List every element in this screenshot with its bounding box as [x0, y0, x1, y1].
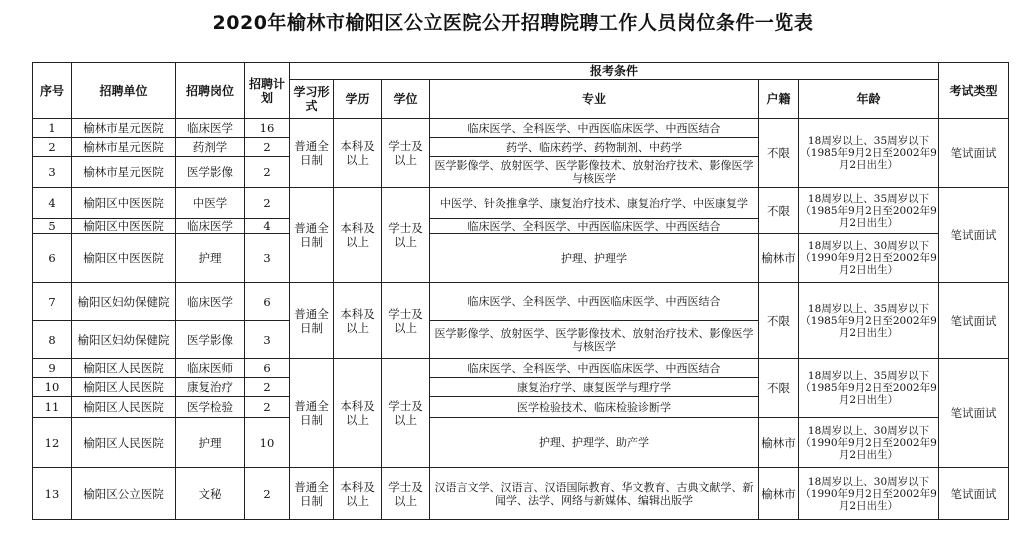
cell-education: 本科及以上 — [334, 359, 382, 468]
cell-plan: 6 — [245, 283, 290, 321]
cell-major: 临床医学、全科医学、中西医临床医学、中西医结合 — [430, 283, 759, 321]
cell-seq: 9 — [33, 359, 72, 378]
cell-seq: 10 — [33, 378, 72, 397]
cell-age: 18周岁以上、35周岁以下（1985年9月2日至2002年9月2日出生） — [799, 359, 939, 418]
cell-study-form: 普通全日制 — [290, 468, 334, 520]
cell-seq: 11 — [33, 397, 72, 418]
cell-post: 临床医学 — [176, 283, 245, 321]
cell-hukou: 榆林市 — [759, 418, 799, 468]
cell-major: 中医学、针灸推拿学、康复治疗技术、康复治疗学、中医康复学 — [430, 188, 759, 219]
cell-unit: 榆阳区人民医院 — [72, 378, 176, 397]
cell-age: 18周岁以上、30周岁以下（1990年9月2日至2002年9月2日出生） — [799, 234, 939, 283]
cell-education: 本科及以上 — [334, 188, 382, 283]
recruitment-table — [32, 62, 1009, 520]
cell-major: 护理、护理学 — [430, 234, 759, 283]
cell-post: 临床医学 — [176, 219, 245, 234]
cell-unit: 榆阳区妇幼保健院 — [72, 283, 176, 321]
page-title: 2020年榆林市榆阳区公立医院公开招聘院聘工作人员岗位条件一览表 — [212, 12, 814, 34]
cell-post: 康复治疗 — [176, 378, 245, 397]
cell-degree: 学士及以上 — [382, 359, 430, 468]
cell-hukou: 不限 — [759, 359, 799, 418]
cell-major: 临床医学、全科医学、中西医临床医学、中西医结合 — [430, 219, 759, 234]
cell-hukou: 榆林市 — [759, 234, 799, 283]
header-education: 学历 — [334, 80, 382, 119]
header-study-form: 学习形式 — [290, 80, 334, 119]
header-plan: 招聘计划 — [245, 63, 290, 119]
cell-plan: 2 — [245, 378, 290, 397]
cell-seq: 8 — [33, 321, 72, 359]
cell-major: 临床医学、全科医学、中西医临床医学、中西医结合 — [430, 359, 759, 378]
cell-major: 医学影像学、放射医学、医学影像技术、放射治疗技术、影像医学与核医学 — [430, 157, 759, 188]
cell-post: 医学检验 — [176, 397, 245, 418]
cell-study-form: 普通全日制 — [290, 188, 334, 283]
header-unit: 招聘单位 — [72, 63, 176, 119]
header-age: 年龄 — [799, 80, 939, 119]
cell-major: 医学影像学、放射医学、医学影像技术、放射治疗技术、影像医学与核医学 — [430, 321, 759, 359]
cell-seq: 3 — [33, 157, 72, 188]
cell-post: 医学影像 — [176, 157, 245, 188]
header-post: 招聘岗位 — [176, 63, 245, 119]
cell-education: 本科及以上 — [334, 468, 382, 520]
cell-hukou: 不限 — [759, 188, 799, 234]
cell-unit: 榆林市星元医院 — [72, 119, 176, 138]
cell-education: 本科及以上 — [334, 119, 382, 188]
cell-unit: 榆阳区公立医院 — [72, 468, 176, 520]
cell-plan: 2 — [245, 397, 290, 418]
cell-seq: 12 — [33, 418, 72, 468]
cell-exam: 笔试面试 — [939, 359, 1009, 468]
cell-plan: 16 — [245, 119, 290, 138]
cell-plan: 4 — [245, 219, 290, 234]
cell-post: 护理 — [176, 234, 245, 283]
table-row — [33, 468, 1009, 520]
header-major: 专业 — [430, 80, 759, 119]
header-seq: 序号 — [33, 63, 72, 119]
cell-age: 18周岁以上、35周岁以下（1985年9月2日至2002年9月2日出生） — [799, 188, 939, 234]
cell-study-form: 普通全日制 — [290, 359, 334, 468]
cell-major: 药学、临床药学、药物制剂、中药学 — [430, 138, 759, 157]
cell-plan: 3 — [245, 321, 290, 359]
cell-major: 康复治疗学、康复医学与理疗学 — [430, 378, 759, 397]
table-row — [33, 359, 1009, 378]
cell-study-form: 普通全日制 — [290, 119, 334, 188]
cell-unit: 榆阳区中医医院 — [72, 188, 176, 219]
cell-hukou: 榆林市 — [759, 468, 799, 520]
cell-post: 临床医学 — [176, 119, 245, 138]
cell-major: 临床医学、全科医学、中西医临床医学、中西医结合 — [430, 119, 759, 138]
cell-exam: 笔试面试 — [939, 188, 1009, 283]
cell-seq: 13 — [33, 468, 72, 520]
header-degree: 学位 — [382, 80, 430, 119]
table-row — [33, 418, 1009, 468]
cell-major: 医学检验技术、临床检验诊断学 — [430, 397, 759, 418]
cell-seq: 2 — [33, 138, 72, 157]
cell-degree: 学士及以上 — [382, 283, 430, 359]
table-row — [33, 283, 1009, 321]
cell-hukou: 不限 — [759, 119, 799, 188]
cell-seq: 5 — [33, 219, 72, 234]
cell-exam: 笔试面试 — [939, 468, 1009, 520]
cell-unit: 榆阳区人民医院 — [72, 359, 176, 378]
cell-unit: 榆阳区人民医院 — [72, 418, 176, 468]
cell-unit: 榆阳区中医医院 — [72, 219, 176, 234]
cell-degree: 学士及以上 — [382, 188, 430, 283]
cell-study-form: 普通全日制 — [290, 283, 334, 359]
cell-age: 18周岁以上、30周岁以下（1990年9月2日至2002年9月2日出生） — [799, 468, 939, 520]
cell-unit: 榆林市星元医院 — [72, 138, 176, 157]
header-conditions: 报考条件 — [290, 63, 939, 80]
cell-post: 药剂学 — [176, 138, 245, 157]
cell-degree: 学士及以上 — [382, 468, 430, 520]
cell-post: 医学影像 — [176, 321, 245, 359]
cell-hukou: 不限 — [759, 283, 799, 359]
cell-plan: 2 — [245, 188, 290, 219]
table-row — [33, 234, 1009, 283]
cell-seq: 7 — [33, 283, 72, 321]
cell-unit: 榆林市星元医院 — [72, 157, 176, 188]
cell-unit: 榆阳区妇幼保健院 — [72, 321, 176, 359]
cell-unit: 榆阳区中医医院 — [72, 234, 176, 283]
cell-post: 中医学 — [176, 188, 245, 219]
cell-age: 18周岁以上、35周岁以下（1985年9月2日至2002年9月2日出生） — [799, 119, 939, 188]
cell-unit: 榆阳区人民医院 — [72, 397, 176, 418]
cell-plan: 2 — [245, 468, 290, 520]
header-exam-type: 考试类型 — [939, 63, 1009, 119]
cell-seq: 6 — [33, 234, 72, 283]
table-row — [33, 188, 1009, 219]
cell-post: 护理 — [176, 418, 245, 468]
cell-major: 护理、护理学、助产学 — [430, 418, 759, 468]
cell-plan: 10 — [245, 418, 290, 468]
cell-plan: 6 — [245, 359, 290, 378]
cell-exam: 笔试面试 — [939, 283, 1009, 359]
cell-plan: 2 — [245, 157, 290, 188]
cell-seq: 1 — [33, 119, 72, 138]
cell-exam: 笔试面试 — [939, 119, 1009, 188]
cell-major: 汉语言文学、汉语言、汉语国际教育、华文教育、古典文献学、新闻学、法学、网络与新媒体、编辑出版学 — [430, 468, 759, 520]
table-row — [33, 119, 1009, 138]
cell-post: 文秘 — [176, 468, 245, 520]
cell-degree: 学士及以上 — [382, 119, 430, 188]
cell-plan: 3 — [245, 234, 290, 283]
cell-age: 18周岁以上、30周岁以下（1990年9月2日至2002年9月2日出生） — [799, 418, 939, 468]
cell-plan: 2 — [245, 138, 290, 157]
cell-age: 18周岁以上、35周岁以下（1985年9月2日至2002年9月2日出生） — [799, 283, 939, 359]
cell-post: 临床医师 — [176, 359, 245, 378]
cell-education: 本科及以上 — [334, 283, 382, 359]
header-hukou: 户籍 — [759, 80, 799, 119]
cell-seq: 4 — [33, 188, 72, 219]
